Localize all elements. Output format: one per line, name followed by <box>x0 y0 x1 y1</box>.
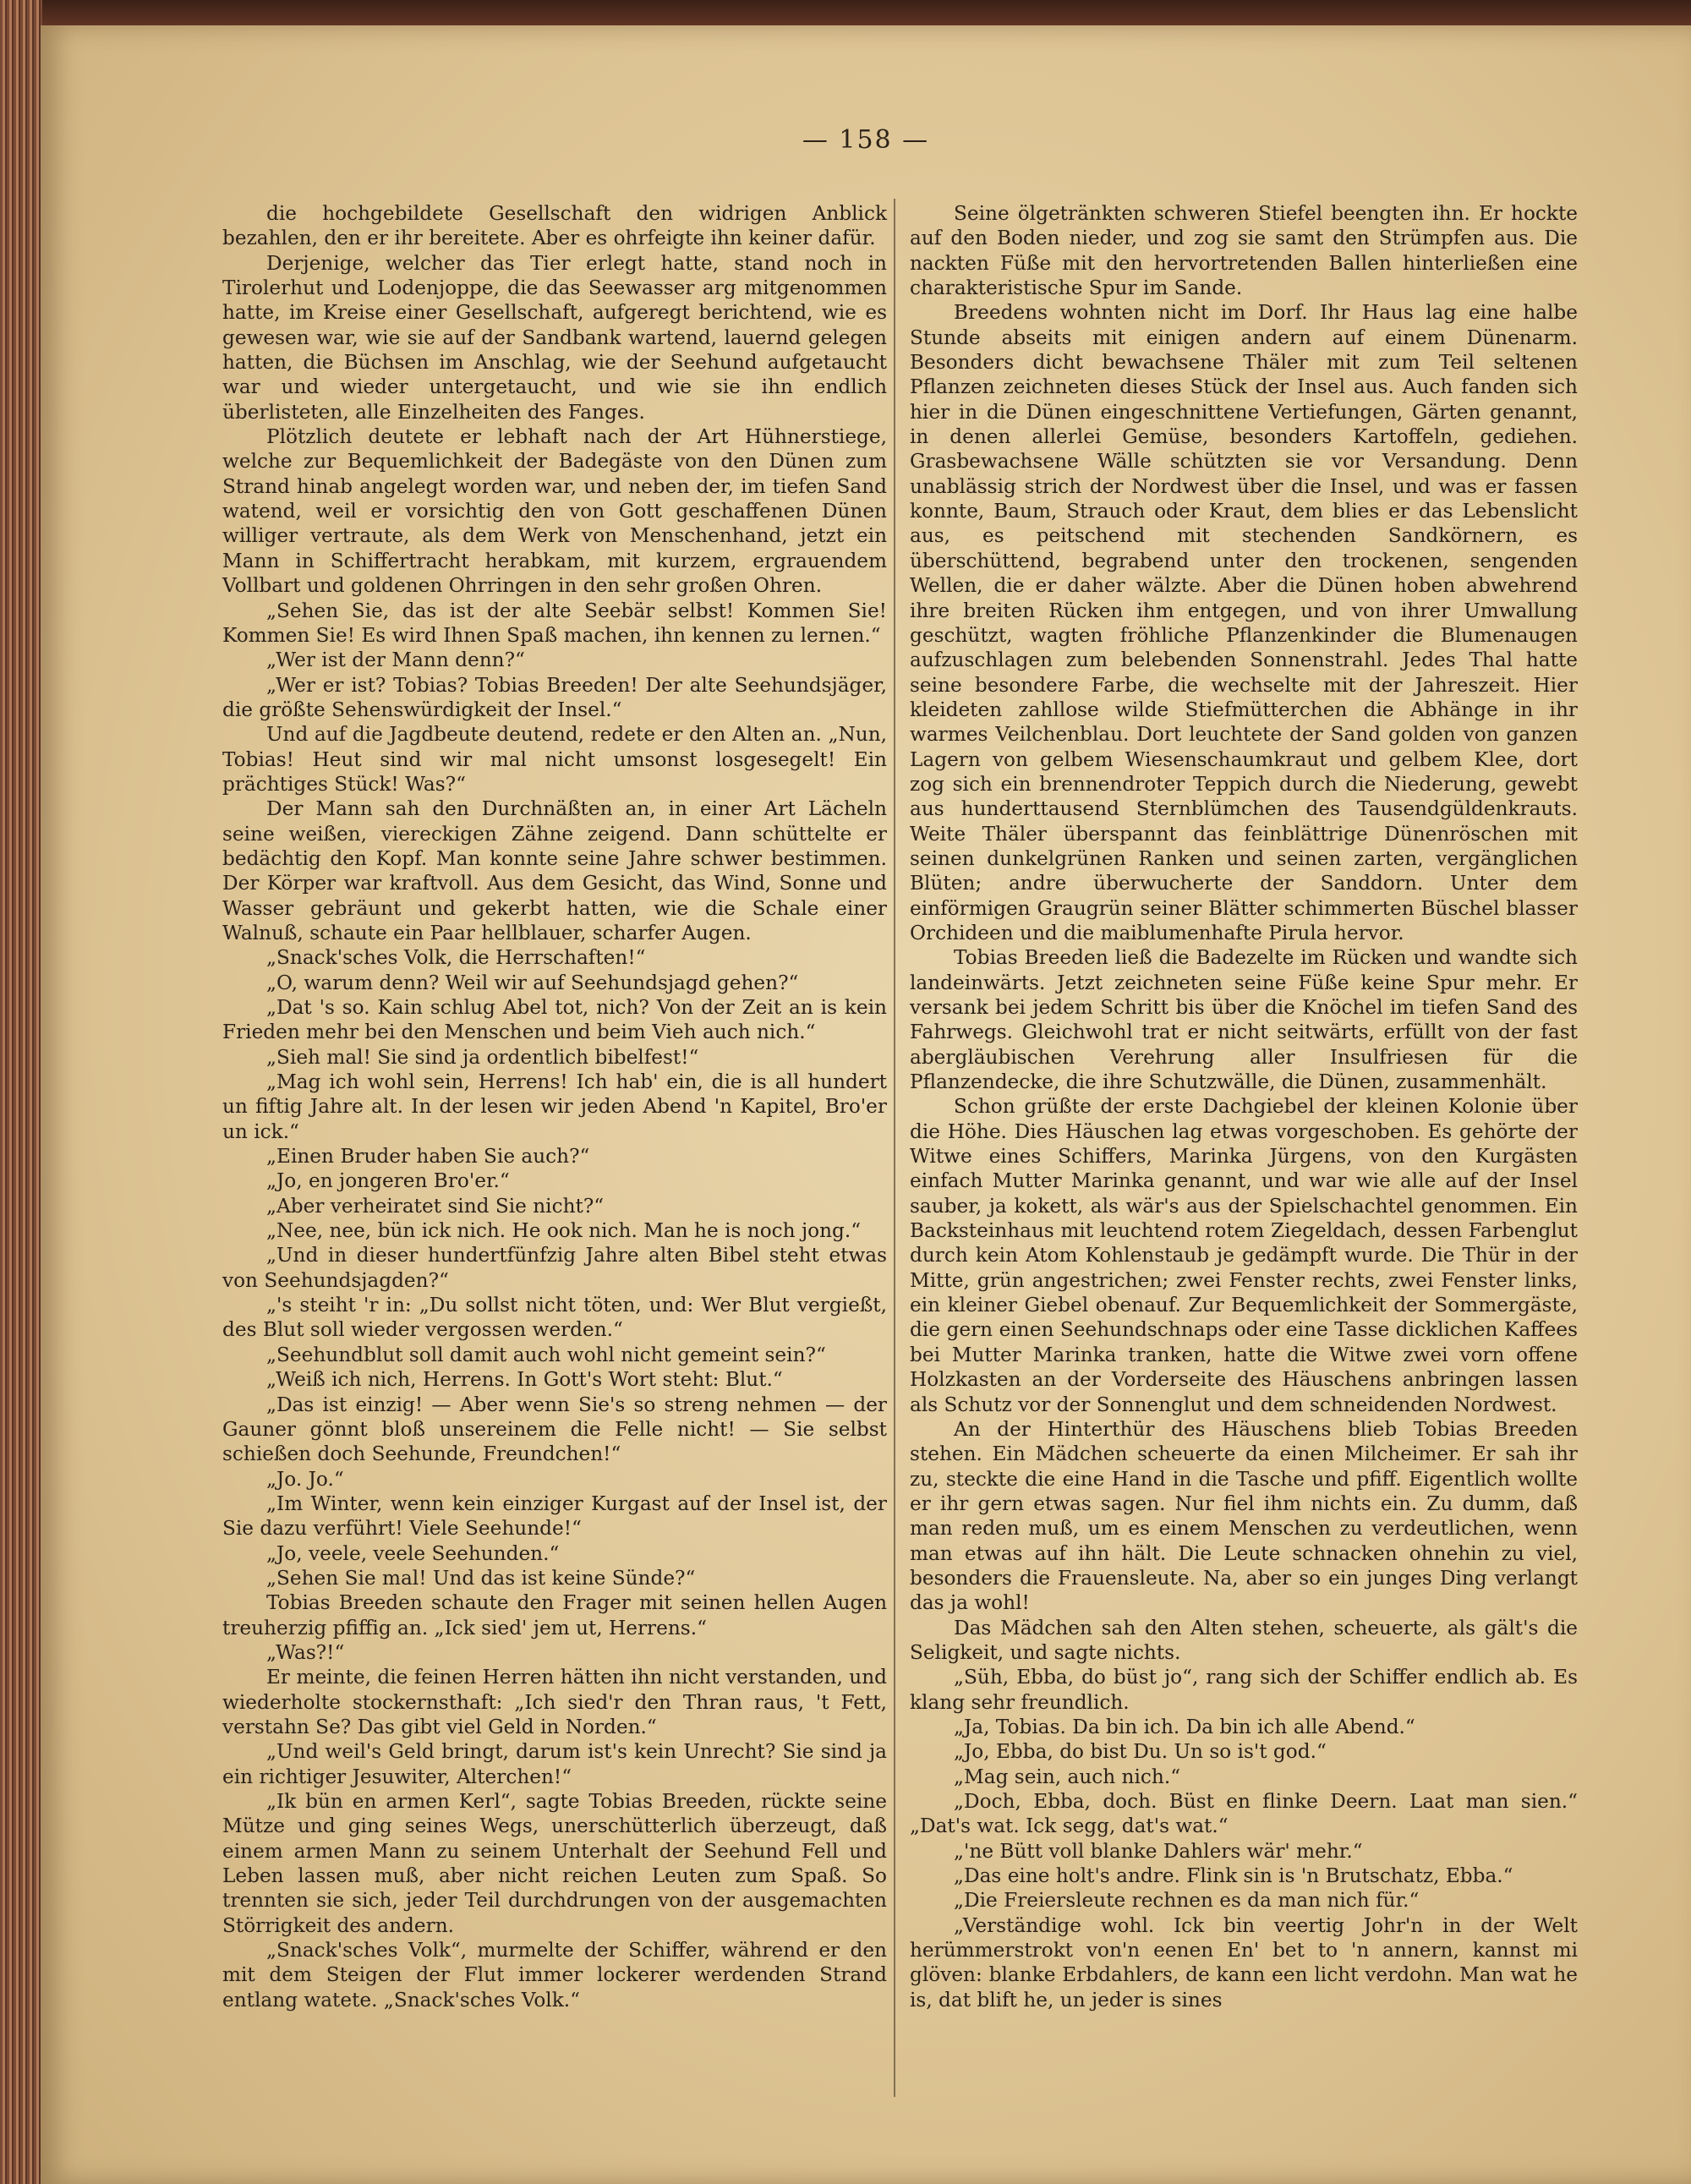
paragraph: „Einen Bruder haben Sie auch?“ <box>266 1145 590 1169</box>
paragraph: „Jo. Jo.“ <box>266 1467 344 1491</box>
paragraph: An der Hinterthür des Häuschens blieb Tobias Breeden stehen. Ein Mädchen scheuerte da einen Milcheimer. Er sah ihr zu, steckte die eine Hand in die Tasche und pfiff. Eigentlich wollte er ihr gern etwas sagen. Nur fiel ihm nichts ein. Zu dumm, daß man reden muß, um es einem Menschen zu verdeutlichen, wenn man etwas auf ihn hält. Die Leute schnacken ohnehin zu viel, besonders die Frauensleute. Na, aber so ein junges Ding verlangt das ja wohl! <box>910 1417 1578 1615</box>
right-text-column <box>910 201 1578 2012</box>
paragraph: „Jo, en jongeren Bro'er.“ <box>266 1169 510 1193</box>
paragraph: Tobias Breeden schaute den Frager mit seinen hellen Augen treuherzig pfiffig an. „Ick sied' jem ut, Herrens.“ <box>222 1591 887 1639</box>
paragraph: „Dat 's so. Kain schlug Abel tot, nich? Von der Zeit an is kein Frieden mehr bei den Menschen und beim Vieh auch nich.“ <box>222 996 887 1044</box>
paragraph: „Was?!“ <box>266 1640 345 1664</box>
paragraph: „Das ist einzig! — Aber wenn Sie's so streng nehmen — der Gauner gönnt bloß unsereinem die Felle nicht! — Sie selbst schießen doch Seehunde, Freundchen!“ <box>222 1393 887 1466</box>
paragraph: Und auf die Jagdbeute deutend, redete er den Alten an. „Nun, Tobias! Heut sind wir mal nicht umsonst losgesegelt! Ein prächtiges Stück! Was?“ <box>222 723 887 796</box>
book-page-edges <box>0 0 42 2184</box>
page-number: — 158 — <box>802 125 930 155</box>
paragraph: „Sehen Sie, das ist der alte Seebär selbst! Kommen Sie! Kommen Sie! Es wird Ihnen Spaß machen, ihn kennen zu lernen.“ <box>222 599 887 647</box>
paragraph: „Verständige wohl. Ick bin veertig Johr'n in der Welt herümmerstrokt von'n eenen En' bet to 'n annern, kannst mi glöven: blanke Erbdahlers, de kann een licht verdohn. Man wat he is, dat blift he, un jeder is sines <box>910 1913 1578 2012</box>
paragraph: Er meinte, die feinen Herren hätten ihn nicht verstanden, und wiederholte stockernsthaft: „Ich sied'r den Thran raus, 't Fett, verstahn Se? Das gibt viel Geld in Norden.“ <box>222 1666 887 1738</box>
paragraph: „Jo, Ebba, do bist Du. Un so is't god.“ <box>954 1740 1327 1764</box>
paragraph: Breedens wohnten nicht im Dorf. Ihr Haus lag eine halbe Stunde abseits mit einigen andern auf einem Dünenarm. Besonders dicht bewachsene Thäler mit zum Teil seltenen Pflanzen zeichneten dieses Stück der Insel aus. Auch fanden sich hier in die Dünen eingeschnittene Vertiefungen, Gärten genannt, in denen allerlei Gemüse, besonders Kartoffeln, gediehen. Grasbewachsene Wälle schützten sie vor Versandung. Denn unablässig strich der Nordwest über die Insel, und was er fassen konnte, Baum, Strauch oder Kraut, dem blies er das Lebenslicht aus, es peitschend mit stechenden Sandkörnern, es überschüttend, begrabend unter den trockenen, sengenden Wellen, die er daher wälzte. Aber die Dünen hoben abwehrend ihre breiten Rücken ihm entgegen, und von ihrer Umwallung geschützt, wagten fröhliche Pflanzenkinder die Blumenaugen aufzuschlagen zum belebenden Sonnenstrahl. Jedes Thal hatte seine besondere Farbe, die wechselte mit der Jahreszeit. Hier kleideten zahllose wilde Stiefmütterchen die Abhänge in ihr warmes Veilchenblau. Dort leuchtete der Sand golden von ganzen Lagern von gelbem Wiesenschaumkraut und gelbem Klee, dort zog sich ein brennendroter Teppich durch die Niederung, gewebt aus hunderttausend Sternblümchen des Tausendgüldenkrauts. Weite Thäler überspannt das feinblättrige Dünenröschen mit seinen dunkelgrünen Ranken und seinen zarten, vergänglichen Blüten; andre überwucherte der Sanddorn. Unter dem einförmigen Graugrün seiner Blätter schimmerten Büschel blasser Orchideen und die maiblumenhafte Pirula hervor. <box>910 301 1578 944</box>
paragraph: „Nee, nee, bün ick nich. He ook nich. Man he is noch jong.“ <box>266 1219 862 1243</box>
paragraph: Plötzlich deutete er lebhaft nach der Art Hühnerstiege, welche zur Bequemlichkeit der Badegäste von den Dünen zum Strand hinab angelegt worden war, und neben der, im tiefen Sand watend, weil er vorsichtig den von Gott geschaffenen Dünen williger vertraute, als dem Werk von Menschenhand, jetzt ein Mann in Schiffertracht herabkam, mit kurzem, ergrauendem Vollbart und goldenen Ohrringen in den sehr großen Ohren. <box>222 425 887 598</box>
paragraph: „Doch, Ebba, doch. Büst en flinke Deern. Laat man sien.“ „Dat's wat. Ick segg, dat's wat.“ <box>910 1790 1578 1838</box>
paragraph: „Snack'sches Volk“, murmelte der Schiffer, während er den mit dem Steigen der Flut immer lockerer werdenden Strand entlang watete. „Snack'sches Volk.“ <box>222 1939 887 2012</box>
paragraph: „Ja, Tobias. Da bin ich. Da bin ich alle Abend.“ <box>954 1715 1415 1738</box>
paragraph: „Und weil's Geld bringt, darum ist's kein Unrecht? Sie sind ja ein richtiger Jesuwiter, Alterchen!“ <box>222 1740 887 1788</box>
paragraph: „Jo, veele, veele Seehunden.“ <box>266 1541 560 1565</box>
paragraph: „O, warum denn? Weil wir auf Seehundsjagd gehen?“ <box>266 971 799 994</box>
paragraph: „Ik bün en armen Kerl“, sagte Tobias Breeden, rückte seine Mütze und ging seines Wegs, unerschütterlich überzeugt, daß einem armen Mann zu seinem Unterhalt der Seehund Fell und Leben lassen muß, aber nicht reichen Leuten zum Spaß. So trennten sie sich, jeder Teil durchdrungen von der ausgemachten Störrigkeit des andern. <box>222 1790 887 1937</box>
paragraph: Schon grüßte der erste Dachgiebel der kleinen Kolonie über die Höhe. Dies Häuschen lag etwas vorgeschoben. Es gehörte der Witwe eines Schiffers, Marinka Jürgens, von den Kurgästen einfach Mutter Marinka genannt, und war wie alle auf der Insel sauber, ja kokett, als wär's aus der Spielschachtel genommen. Ein Backsteinhaus mit leuchtend rotem Ziegeldach, dessen Farbenglut durch kein Atom Kohlenstaub je gedämpft wurde. Die Thür in der Mitte, grün angestrichen; zwei Fenster rechts, zwei Fenster links, ein kleiner Giebel obenauf. Zur Bequemlichkeit der Sommergäste, die gern einen Seehundschnaps oder eine Tasse dicklichen Kaffees bei Mutter Marinka tranken, hatte die Witwe zwei vorn offene Holzkasten an der Vorderseite des Häuschens anbringen lassen als Schutz vor der Sonnenglut und dem schneidenden Nordwest. <box>910 1095 1578 1416</box>
paragraph: „Das eine holt's andre. Flink sin is 'n Brutschatz, Ebba.“ <box>954 1864 1513 1888</box>
paragraph: „Sehen Sie mal! Und das ist keine Sünde?“ <box>266 1566 696 1590</box>
paragraph: „Snack'sches Volk, die Herrschaften!“ <box>266 946 646 970</box>
paragraph: Seine ölgetränkten schweren Stiefel beengten ihn. Er hockte auf den Boden nieder, und zog sie samt den Strümpfen aus. Die nackten Füße mit den hervortretenden Ballen hinterließen eine charakteristische Spur im Sande. <box>910 202 1578 300</box>
left-text-column <box>222 201 887 2012</box>
paragraph: Tobias Breeden ließ die Badezelte im Rücken und wandte sich landeinwärts. Jetzt zeichneten seine Füße keine Spur mehr. Er versank bei jedem Schritt bis über die Knöchel im tiefen Sand des Fahrwegs. Gleichwohl trat er nicht seitwärts, erfüllt von der fast abergläubischen Verehrung aller Insulfriesen für die Pflanzendecke, die ihre Schutzwälle, die Dünen, zusammenhält. <box>910 946 1578 1094</box>
book-page <box>41 25 1691 2184</box>
paragraph: „Sieh mal! Sie sind ja ordentlich bibelfest!“ <box>266 1045 699 1069</box>
paragraph: Derjenige, welcher das Tier erlegt hatte, stand noch in Tirolerhut und Lodenjoppe, die das Seewasser arg mitgenommen hatte, im Kreise einer Gesellschaft, aufgeregt berichtend, wie es gewesen war, wie sie auf der Sandbank wartend, lauernd gelegen hatten, die Büchsen im Anschlag, wie der Seehund aufgetaucht war und wieder untergetaucht, und wie sie ihn endlich überlisteten, alle Einzelheiten des Fanges. <box>222 251 887 424</box>
paragraph: „Wer ist der Mann denn?“ <box>266 649 525 672</box>
paragraph: Das Mädchen sah den Alten stehen, scheuerte, als gält's die Seligkeit, und sagte nichts. <box>910 1616 1578 1664</box>
paragraph: „Seehundblut soll damit auch wohl nicht gemeint sein?“ <box>266 1343 826 1366</box>
paragraph: „Süh, Ebba, do büst jo“, rang sich der Schiffer endlich ab. Es klang sehr freundlich. <box>910 1666 1578 1714</box>
column-divider <box>894 199 895 2097</box>
paragraph: „Weiß ich nich, Herrens. In Gott's Wort steht: Blut.“ <box>266 1368 783 1392</box>
paragraph: „Mag ich wohl sein, Herrens! Ich hab' ein, die is all hundert un fiftig Jahre alt. In der lesen wir jeden Abend 'n Kapitel, Bro'er un ick.“ <box>222 1070 887 1143</box>
paragraph: „Aber verheiratet sind Sie nicht?“ <box>266 1194 605 1218</box>
paragraph: „Wer er ist? Tobias? Tobias Breeden! Der alte Seehundsjäger, die größte Sehenswürdigkeit der Insel.“ <box>222 673 887 721</box>
paragraph: Der Mann sah den Durchnäßten an, in einer Art Lächeln seine weißen, viereckigen Zähne zeigend. Dann schüttelte er bedächtig den Kopf. Man konnte seine Jahre schwer bestimmen. Der Körper war kraftvoll. Aus dem Gesicht, das Wind, Sonne und Wasser gebräunt und gekerbt hatten, wie die Schale einer Walnuß, schaute ein Paar hellblauer, scharfer Augen. <box>222 797 887 944</box>
paragraph: „Im Winter, wenn kein einziger Kurgast auf der Insel ist, der Sie dazu verführt! Viele Seehunde!“ <box>222 1492 887 1541</box>
paragraph: „Mag sein, auch nich.“ <box>954 1765 1181 1788</box>
paragraph: „'s steiht 'r in: „Du sollst nicht töten, und: Wer Blut vergießt, des Blut soll wieder vergossen werden.“ <box>222 1294 887 1342</box>
paragraph: die hochgebildete Gesellschaft den widrigen Anblick bezahlen, den er ihr bereitete. Aber es ohrfeigte ihn keiner dafür. <box>222 202 887 250</box>
paragraph: „Die Freiersleute rechnen es da man nich für.“ <box>954 1889 1420 1913</box>
paragraph: „Und in dieser hundertfünfzig Jahre alten Bibel steht etwas von Seehundsjagden?“ <box>222 1244 887 1292</box>
paragraph: „'ne Bütt voll blanke Dahlers wär' mehr.“ <box>954 1839 1363 1863</box>
